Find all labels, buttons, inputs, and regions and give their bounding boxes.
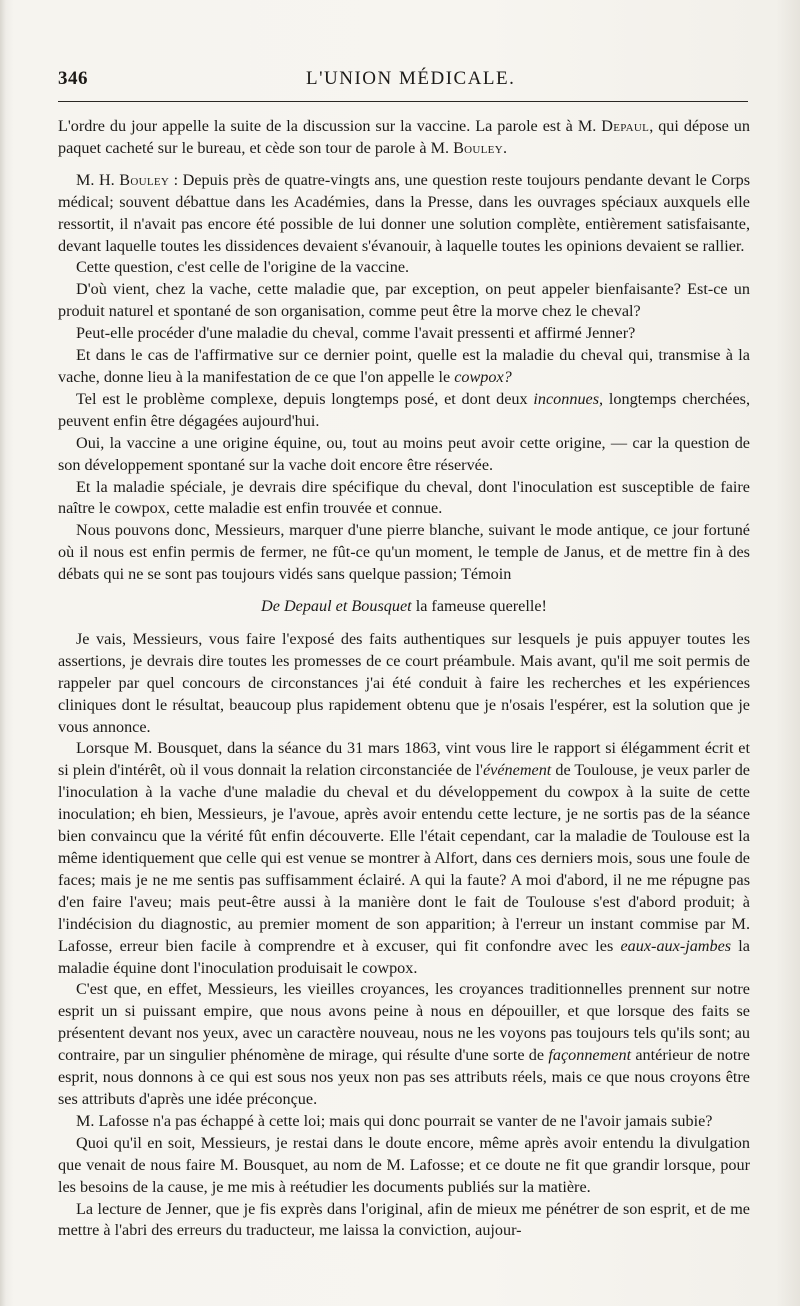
paragraph: Peut-elle procéder d'une maladie du cheval, comme l'avait pressenti et affirmé Jenner? bbox=[76, 324, 636, 343]
paragraph-bouley-intro: M. H. Bouley : Depuis près de quatre-vingts ans, une question reste toujours pendante devant le Corps médical; souvent débattue dans les Académies, dans la Presse, dans les ouvrages spéciaux auxquels elle ressortit, il n'avait pas encore été possible de lui donner une solution complète, entièrement satisfaisante, devant laquelle toutes les dissidences devaient s'évanouir, à laquelle toutes les opinions devaient se rallier. bbox=[58, 170, 750, 255]
epigraph-quote: De Depaul et Bousquet la fameuse querelle! bbox=[261, 597, 547, 616]
paragraph: La lecture de Jenner, que je fis exprès dans l'original, afin de mieux me pénétrer de son esprit, et de me mettre à l'abri des erreurs du traducteur, me laissa la conviction, aujour- bbox=[58, 1199, 750, 1240]
paragraph: C'est que, en effet, Messieurs, les vieilles croyances, les croyances traditionnelles prennent sur notre esprit un si puissant empire, que nous avons peine à nous en dépouiller, et que lorsque des faits se présentent devant nos yeux, avec un caractère nouveau, nous ne les voyons pas toujours tels qu'ils sont; au contraire, par un singulier phénomène de mirage, qui résulte d'une sorte de façonnement antérieur de notre esprit, nous donnons à ce qui est sous nos yeux non pas ses attributs réels, mais ce que nous croyons être ses attributs d'après une idée préconçue. bbox=[58, 980, 750, 1108]
paragraph: Nous pouvons donc, Messieurs, marquer d'une pierre blanche, suivant le mode antique, ce jour fortuné où il nous est enfin permis de fermer, ne fût-ce qu'un moment, le temple de Janus, et de mettre fin à des débats qui ne se sont pas toujours vidés sans quelque passion; Témoin bbox=[58, 521, 750, 584]
paragraph: M. Lafosse n'a pas échappé à cette loi; mais qui donc pourrait se vanter de ne l'avoir jamais subie? bbox=[76, 1111, 713, 1130]
speaker-name-depaul: Depaul bbox=[601, 117, 650, 135]
paragraph: Oui, la vaccine a une origine équine, ou, tout au moins peut avoir cette origine, — car la question de son développement spontané sur la vache doit encore être réservée. bbox=[58, 433, 750, 474]
running-title: L'UNION MÉDICALE. bbox=[306, 68, 516, 89]
paragraph: Et la maladie spéciale, je devrais dire spécifique du cheval, dont l'inoculation est susceptible de faire naître le cowpox, cette maladie est enfin trouvée et connue. bbox=[58, 477, 750, 518]
paragraph: Cette question, c'est celle de l'origine de la vaccine. bbox=[76, 258, 410, 277]
paragraph: Et dans le cas de l'affirmative sur ce dernier point, quelle est la maladie du cheval qui, transmise à la vache, donne lieu à la manifestation de ce que l'on appelle le cowpox? bbox=[58, 346, 750, 386]
paragraph: Lorsque M. Bousquet, dans la séance du 31 mars 1863, vint vous lire le rapport si élégamment écrit et si plein d'intérêt, où il vous donnait la relation circonstanciée de l'événement de Toulouse, je veux parler de l'inoculation à la vache d'une maladie du cheval et du développement du cowpox à la suite de cette inoculation; eh bien, Messieurs, je l'avoue, après avoir entendu cette lecture, je ne sortis pas de la séance bien convaincu que la vérité fût enfin découverte. Elle l'était cependant, car la maladie de Toulouse est la même identiquement que celle qui est venue se montrer à Alfort, dans ces derniers mois, sous une foule de faces; mais je ne me sentis pas suffisamment éclairé. A qui la faute? A moi d'abord, il ne me répugne pas d'en faire l'aveu; mais peut-être aussi à la manière dont le fait de Toulouse s'est d'abord produit; à l'indécision du diagnostic, au premier moment de son apparition; à l'erreur un instant commise par M. Lafosse, erreur bien facile à comprendre et à excuser, qui fit confondre avec les eaux-aux-jambes la maladie équine dont l'inoculation produisait le cowpox. bbox=[58, 739, 750, 977]
page-number: 346 bbox=[58, 68, 88, 89]
speaker-name-bouley: Bouley bbox=[453, 138, 503, 157]
speaker-name-bouley-2: Bouley bbox=[119, 170, 170, 189]
paragraph: Quoi qu'il en soit, Messieurs, je restai dans le doute encore, même après avoir entendu la divulgation que venait de nous faire M. Bousquet, au nom de M. Lafosse; et ce doute ne fit que grandir lorsque, pour les besoins de la cause, je me mis à reétudier les documents publiés sur la matière. bbox=[58, 1133, 750, 1196]
paragraph: Je vais, Messieurs, vous faire l'exposé des faits authentiques sur lesquels je puis appuyer toutes les assertions, je devrais dire toutes les promesses de ce court préambule. Mais avant, qu'il me soit permis de rappeler par quel concours de circonstances j'ai été conduit à faire les recherches et les expériences cliniques dont le résultat, beaucoup plus rapidement obtenu que je n'osais l'espérer, est la solution que je vous annonce. bbox=[58, 629, 750, 736]
header-rule bbox=[58, 101, 748, 102]
paragraph: Tel est le problème complexe, depuis longtemps posé, et dont deux inconnues, longtemps cherchées, peuvent enfin être dégagées aujourd'hui. bbox=[58, 389, 750, 430]
paragraph-order-of-day: L'ordre du jour appelle la suite de la discussion sur la vaccine. La parole est à M. Depaul, qui dépose un paquet cacheté sur le bureau, et cède son tour de parole à M. Bouley. bbox=[58, 117, 750, 157]
article-body bbox=[58, 116, 750, 1242]
page-header bbox=[58, 68, 748, 96]
paragraph: D'où vient, chez la vache, cette maladie que, par exception, on peut appeler bienfaisante? Est-ce un produit naturel et spontané de son organisation, comme peut être la morve chez le cheval? bbox=[58, 280, 750, 321]
